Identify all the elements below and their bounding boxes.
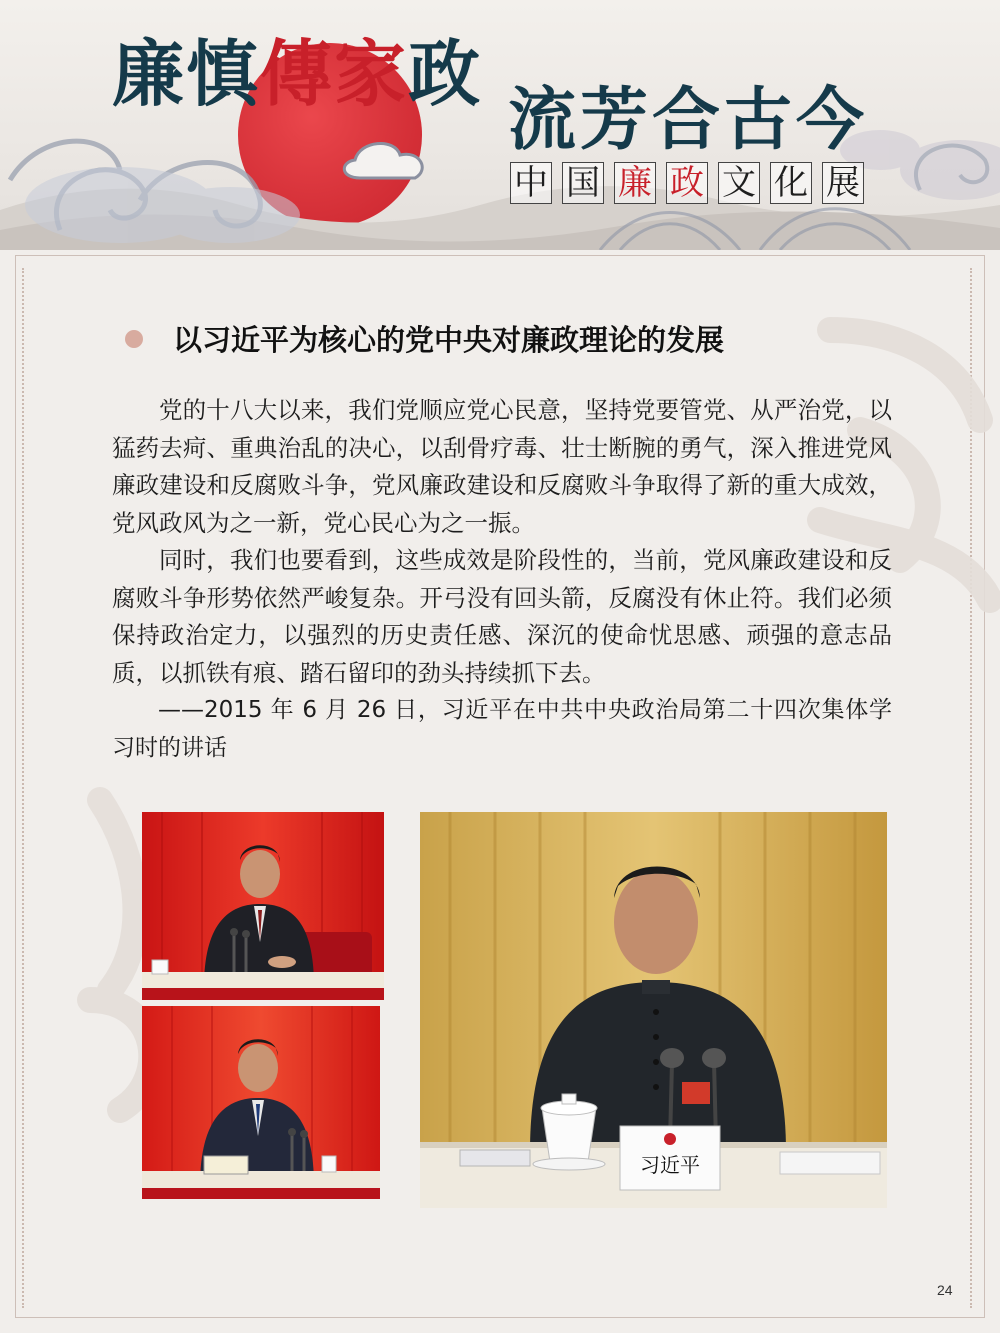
title-char: 政	[408, 31, 483, 116]
nameplate-text: 习近平	[640, 1153, 700, 1177]
page-number: 24	[937, 1282, 953, 1298]
photo-speech-top-left	[142, 812, 384, 1000]
title-box-char: 政	[666, 162, 708, 204]
bullet-dot-icon	[125, 330, 143, 348]
title-box-char: 廉	[614, 162, 656, 204]
photo-speech-large	[420, 812, 887, 1208]
title-char: 傳	[260, 31, 335, 116]
title-box-char: 展	[822, 162, 864, 204]
paragraph: 党的十八大以来，我们党顺应党心民意，坚持党要管党、从严治党，以猛药去疴、重典治乱的决心，以刮骨疗毒、壮士断腕的勇气，深入推进党风廉政建设和反腐败斗争，党风廉政建设和反腐败斗争取得了新的重大成效，党风政风为之一新，党心民心为之一振。	[112, 396, 892, 537]
body-text	[112, 392, 892, 767]
title-box-char: 国	[562, 162, 604, 204]
paragraph: 同时，我们也要看到，这些成效是阶段性的，当前，党风廉政建设和反腐败斗争形势依然严峻复杂。开弓没有回头箭，反腐没有休止符。我们必须保持政治定力，以强烈的历史责任感、深沉的使命忧思感、顽强的意志品质，以抓铁有痕、踏石留印的劲头持续抓下去。	[112, 546, 892, 687]
title-char: 慎	[186, 31, 261, 116]
title-box-char: 文	[718, 162, 760, 204]
title-char: 廉	[112, 31, 187, 116]
photo-speech-bottom-left	[142, 1006, 380, 1199]
title-box-char: 中	[510, 162, 552, 204]
title-char: 家	[334, 31, 409, 116]
section-heading	[125, 318, 724, 359]
title-line-2: 流芳合古今	[508, 80, 869, 160]
title-box-char: 化	[770, 162, 812, 204]
source-citation: ——2015 年 6 月 26 日，习近平在中共中央政治局第二十四次集体学习时的讲话	[112, 697, 892, 761]
section-title: 以习近平为核心的党中央对廉政理论的发展	[173, 323, 725, 357]
